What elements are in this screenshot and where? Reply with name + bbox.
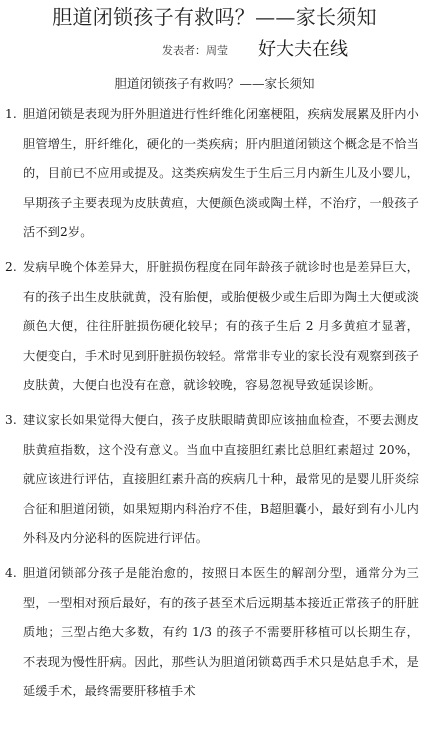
page-title: 胆道闭锁孩子有救吗？——家长须知 — [52, 5, 377, 29]
list-item-number: 4. — [5, 565, 17, 580]
list-item-text: 发病早晚个体差异大，肝脏损伤程度在同年龄孩子就诊时也是差异巨大，有的孩子出生皮肤就黄，没有胎便，或胎便极少或生后即为陶土大便或淡颜色大便，往往肝脏损伤硬化较早；有的孩子生后 2 月多黄疸才显著，大便变白，手术时见到肝脏损伤较轻。常常非专业的家长没有观察到孩子皮肤黄，大便白也没有在意，就诊较晚，容易忽视导致延误诊断。 — [23, 259, 419, 393]
article-subtitle: 胆道闭锁孩子有救吗？——家长须知 — [114, 76, 315, 91]
numbered-list — [0, 100, 429, 707]
list-item — [0, 100, 429, 248]
list-item-number: 2. — [5, 259, 17, 274]
site-watermark: 好大夫在线 — [258, 39, 348, 60]
list-item — [0, 406, 429, 554]
list-item — [0, 559, 429, 707]
list-item-text: 胆道闭锁部分孩子是能治愈的，按照日本医生的解剖分型，通常分为三型，一型相对预后最好，有的孩子甚至术后远期基本接近正常孩子的肝脏质地；三型占绝大多数，有约 1/3 的孩子不需要肝移植可以长期生存，不表现为慢性肝病。因此，那些认为胆道闭锁葛西手术只是姑息手术，是延缓手术，最终需要肝移植手术 — [23, 565, 419, 699]
list-item-number: 3. — [5, 412, 17, 427]
list-item — [0, 253, 429, 401]
list-item-text: 建议家长如果觉得大便白，孩子皮肤眼睛黄即应该抽血检查，不要去测皮肤黄疸指数，这个没有意义。当血中直接胆红素比总胆红素超过 20%，就应该进行评估，直接胆红素升高的疾病几十种，最常见的是婴儿肝炎综合征和胆道闭锁，如果短期内科治疗不佳，B超胆囊小，最好到有小儿内外科及内分泌科的医院进行评估。 — [23, 412, 419, 546]
list-item-text: 胆道闭锁是表现为肝外胆道进行性纤维化闭塞梗阻，疾病发展累及肝内小胆管增生，肝纤维化，硬化的一类疾病；肝内胆道闭锁这个概念是不恰当的，目前已不应用或提及。这类疾病发生于生后三月内新生儿及小婴儿，早期孩子主要表现为皮肤黄疸，大便颜色淡或陶土样，不治疗，一般孩子活不到2岁。 — [23, 107, 419, 240]
article-meta — [0, 38, 429, 66]
list-item-number: 1. — [5, 107, 17, 121]
author-line: 发表者：周莹 — [162, 44, 228, 57]
